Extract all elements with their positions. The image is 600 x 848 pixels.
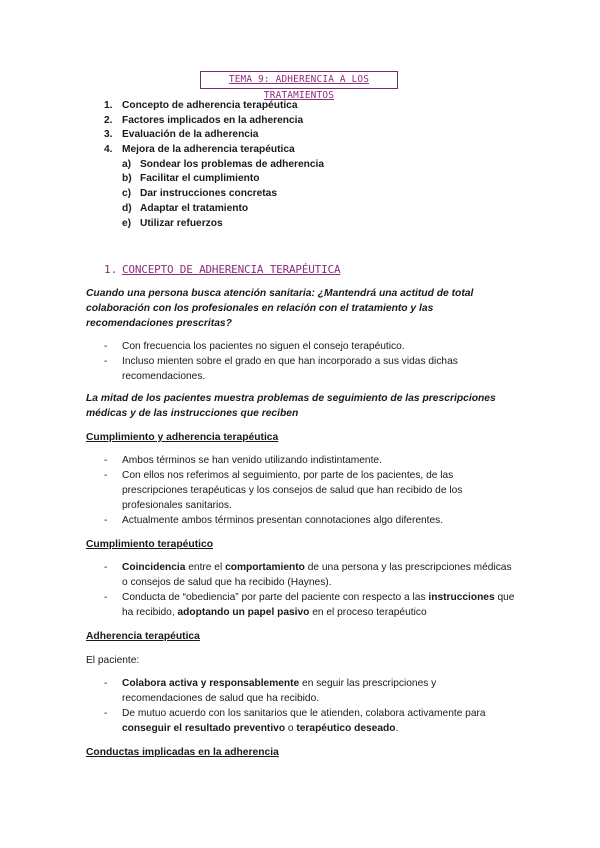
plain-text: que ha recibido, <box>122 592 515 618</box>
bullet-dash: - <box>104 341 108 352</box>
bullet-list <box>86 453 516 528</box>
bullet-list <box>86 560 516 620</box>
subheading: Cumplimiento y adherencia terapéutica <box>86 432 279 443</box>
strong-text: terapéutico deseado <box>296 723 396 734</box>
bullet-list <box>86 676 516 736</box>
toc-sublabel: Dar instrucciones concretas <box>140 188 278 200</box>
bullet-dash: - <box>104 592 108 603</box>
toc-letter: e) <box>122 217 132 229</box>
plain-text: Conducta de “obediencia” por parte del paciente con respecto a las <box>122 592 429 603</box>
bullet-list <box>86 339 516 384</box>
table-of-contents <box>104 98 524 230</box>
list-item <box>86 676 516 706</box>
toc-sublabel: Adaptar el tratamiento <box>140 202 249 214</box>
section-content <box>86 286 516 760</box>
list-item <box>86 468 516 513</box>
toc-number: 4. <box>104 144 113 156</box>
list-item <box>86 354 516 384</box>
bullet-text: Ambos términos se han venido utilizando indistintamente. <box>122 455 382 466</box>
list-item <box>86 339 516 354</box>
bullet-text: Con frecuencia los pacientes no siguen el consejo terapéutico. <box>122 341 405 352</box>
toc-sublabel: Utilizar refuerzos <box>140 217 223 229</box>
bullet-text: Actualmente ambos términos presentan connotaciones algo diferentes. <box>122 515 444 526</box>
strong-text: instrucciones <box>428 592 495 603</box>
toc-item <box>104 113 524 128</box>
bullet-dash: - <box>104 356 108 367</box>
plain-text: De mutuo acuerdo con los sanitarios que le atienden, colabora activamente para <box>122 708 486 719</box>
bullet-dash: - <box>104 708 108 719</box>
bullet-dash: - <box>104 455 108 466</box>
toc-subitem <box>104 216 524 231</box>
toc-item <box>104 127 524 142</box>
plain-text: . <box>395 723 399 734</box>
toc-label: Factores implicados en la adherencia <box>122 114 304 126</box>
section-title: CONCEPTO DE ADHERENCIA TERAPÉUTICA <box>122 263 341 276</box>
toc-letter: a) <box>122 158 132 170</box>
list-item <box>86 513 516 528</box>
intro-question: Cuando una persona busca atención sanitaria: ¿Mantendrá una actitud de total colaboración con los profesionales en relación con el tratamiento y las recomendaciones prescritas? <box>86 288 474 329</box>
bullet-text <box>122 706 516 736</box>
bullet-text <box>122 590 516 620</box>
key-statement: La mitad de los pacientes muestra problemas de seguimiento de las prescripciones médicas y de las instrucciones que reciben <box>86 393 496 419</box>
toc-subitem <box>104 186 524 201</box>
plain-text: en seguir las prescripciones y recomendaciones de salud que ha recibido. <box>122 678 437 704</box>
toc-letter: d) <box>122 202 132 214</box>
bullet-dash: - <box>104 470 108 481</box>
toc-number: 1. <box>104 100 113 111</box>
bullet-dash: - <box>104 515 108 526</box>
toc-letter: c) <box>122 188 132 200</box>
plain-text: en el proceso terapéutico <box>309 607 427 618</box>
plain-text: entre el <box>185 562 226 573</box>
toc-subitem <box>104 201 524 216</box>
list-item <box>86 590 516 620</box>
bullet-text: Con ellos nos referimos al seguimiento, por parte de los pacientes, de las prescripciones terapéuticas y los consejos de salud que han recibido de los profesionales sanitarios. <box>122 470 463 511</box>
toc-sublabel: Sondear los problemas de adherencia <box>140 158 325 170</box>
bullet-dash: - <box>104 562 108 573</box>
section-number: 1. <box>104 263 118 276</box>
document-title: TEMA 9: ADHERENCIA A LOS TRATAMIENTOS <box>200 71 398 89</box>
toc-subitem <box>104 171 524 186</box>
list-item <box>86 706 516 736</box>
section-heading <box>104 262 524 277</box>
toc-label: Concepto de adherencia terapéutica <box>122 100 298 111</box>
toc-subitem <box>104 157 524 172</box>
toc-sublabel: Facilitar el cumplimiento <box>140 173 260 185</box>
bullet-text <box>122 676 516 706</box>
strong-text: Colabora activa y responsablemente <box>122 678 300 689</box>
bullet-text <box>122 560 516 590</box>
toc-number: 3. <box>104 129 113 141</box>
subheading: Conductas implicadas en la adherencia <box>86 747 279 758</box>
strong-text: Coincidencia <box>122 562 186 573</box>
toc-item <box>104 98 524 113</box>
list-item <box>86 560 516 590</box>
toc-item <box>104 142 524 157</box>
plain-text: de una persona y las prescripciones médicas o consejos de salud que ha recibido (Haynes). <box>122 562 512 588</box>
toc-label: Evaluación de la adherencia <box>122 129 259 141</box>
strong-text: adoptando un papel pasivo <box>177 607 310 618</box>
subheading: Cumplimiento terapéutico <box>86 539 214 550</box>
strong-text: comportamiento <box>225 562 305 573</box>
toc-letter: b) <box>122 173 132 185</box>
toc-label: Mejora de la adherencia terapéutica <box>122 144 295 156</box>
toc-number: 2. <box>104 114 113 126</box>
paragraph: El paciente: <box>86 655 140 666</box>
list-item <box>86 453 516 468</box>
bullet-dash: - <box>104 678 108 689</box>
plain-text: o <box>285 723 297 734</box>
strong-text: conseguir el resultado preventivo <box>122 723 286 734</box>
subheading: Adherencia terapéutica <box>86 631 200 642</box>
bullet-text: Incluso mienten sobre el grado en que han incorporado a sus vidas dichas recomendaciones. <box>122 356 458 382</box>
